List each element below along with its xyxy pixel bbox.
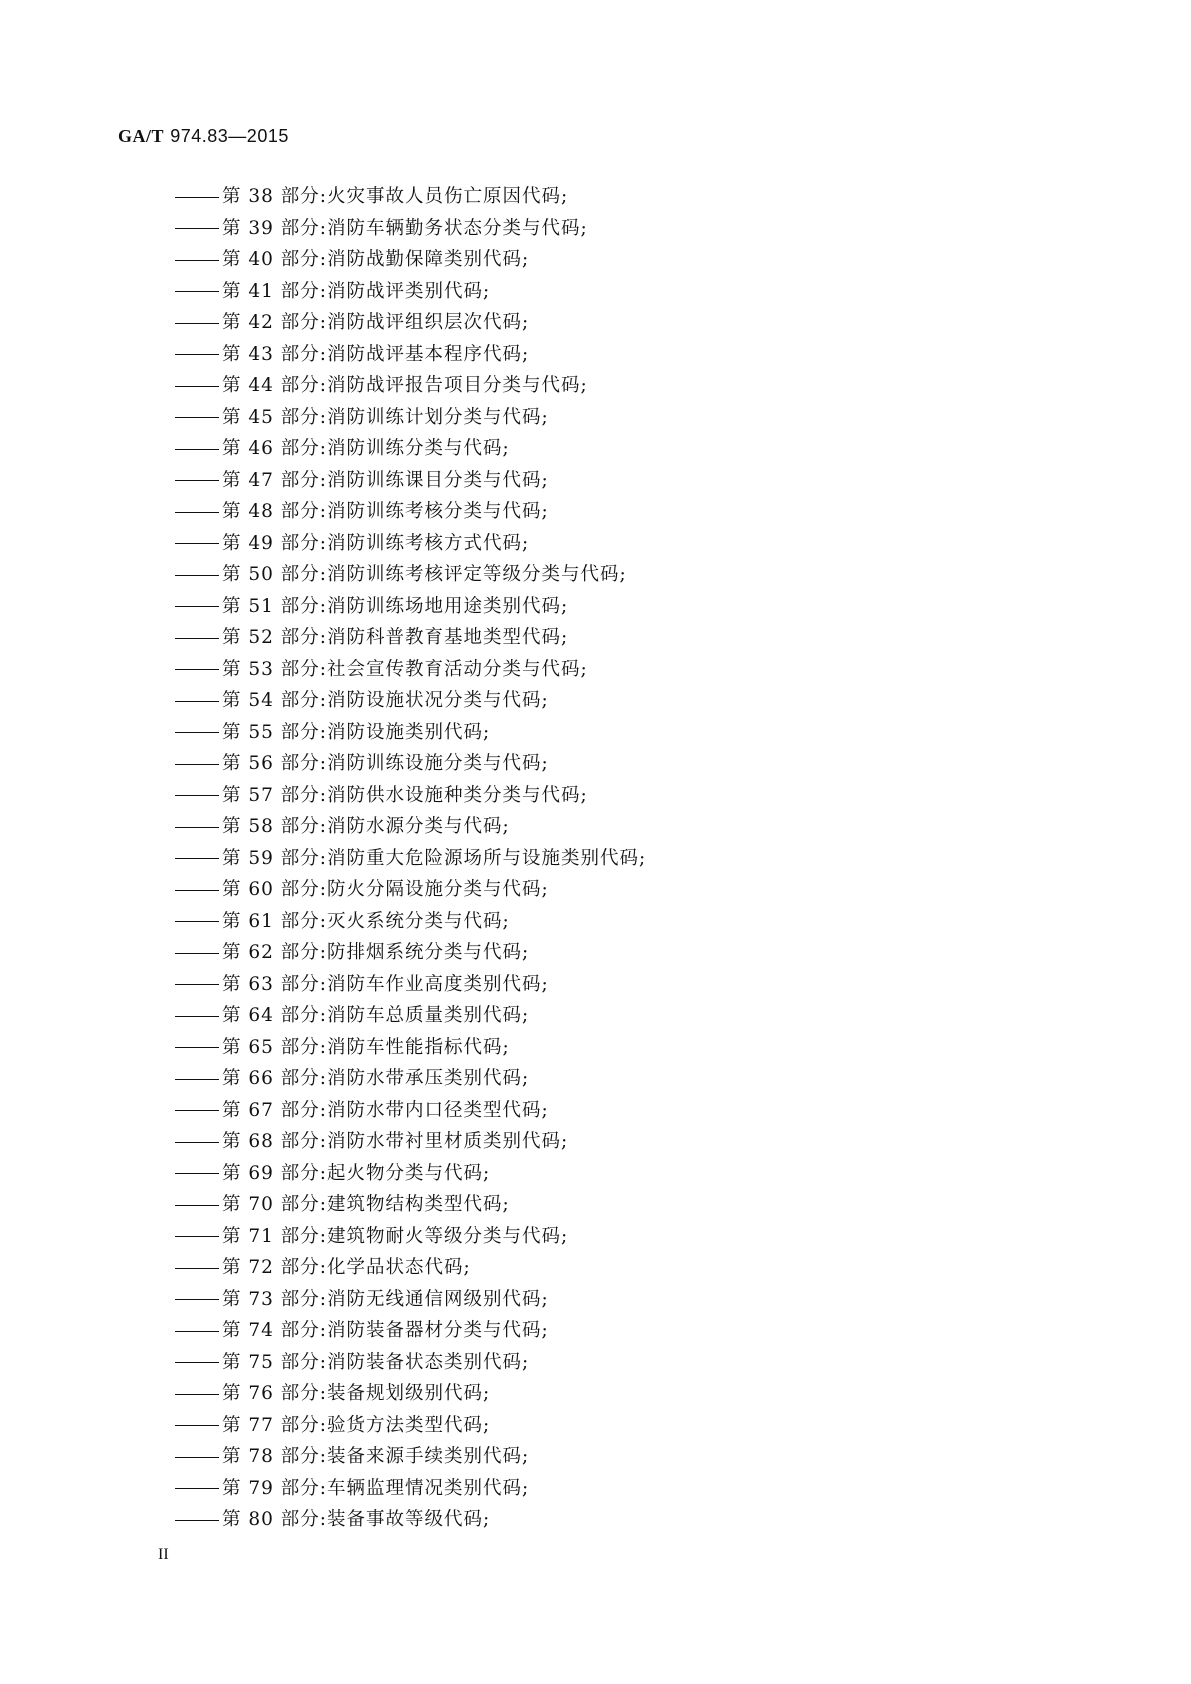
em-dash-marker — [175, 795, 219, 796]
list-item — [175, 339, 646, 371]
part-title: 火灾事故人员伤亡原因代码; — [327, 186, 569, 207]
list-item — [175, 843, 646, 875]
part-number: 第 56 部分: — [222, 753, 328, 774]
em-dash-marker — [175, 1457, 219, 1458]
part-title: 化学品状态代码; — [327, 1257, 471, 1278]
em-dash-marker — [175, 1016, 219, 1017]
list-item — [175, 402, 646, 434]
part-number: 第 51 部分: — [222, 595, 328, 617]
list-item — [175, 780, 646, 812]
part-title: 消防训练计划分类与代码; — [327, 406, 549, 428]
part-number: 第 63 部分: — [222, 973, 328, 995]
part-title: 起火物分类与代码; — [327, 1162, 491, 1184]
em-dash-marker — [175, 1173, 219, 1174]
em-dash-marker — [175, 1236, 219, 1237]
part-title: 消防战评组织层次代码; — [327, 312, 530, 333]
list-item — [175, 1504, 646, 1536]
em-dash-marker — [175, 984, 219, 985]
em-dash-marker — [175, 953, 219, 954]
list-item — [175, 1410, 646, 1442]
list-item — [175, 1441, 646, 1473]
part-number: 第 77 部分: — [222, 1414, 328, 1436]
em-dash-marker — [175, 701, 219, 702]
part-number: 第 41 部分: — [222, 280, 328, 302]
part-number: 第 72 部分: — [222, 1257, 328, 1278]
part-title: 验货方法类型代码; — [327, 1414, 491, 1436]
list-item — [175, 465, 646, 497]
part-number: 第 75 部分: — [222, 1351, 328, 1373]
list-item — [175, 244, 646, 276]
part-title: 消防水带承压类别代码; — [327, 1068, 530, 1089]
em-dash-marker — [175, 921, 219, 922]
part-number: 第 55 部分: — [222, 721, 328, 743]
part-number: 第 44 部分: — [222, 375, 328, 396]
list-item — [175, 1189, 646, 1221]
list-item — [175, 1000, 646, 1032]
part-number: 第 76 部分: — [222, 1383, 328, 1404]
part-title: 装备来源手续类别代码; — [327, 1446, 530, 1467]
em-dash-marker — [175, 1425, 219, 1426]
part-number: 第 48 部分: — [222, 501, 328, 522]
em-dash-marker — [175, 1110, 219, 1111]
part-number: 第 57 部分: — [222, 784, 328, 806]
part-number: 第 47 部分: — [222, 469, 328, 491]
list-item — [175, 654, 646, 686]
list-item — [175, 717, 646, 749]
standard-code: GA/T — [118, 126, 165, 146]
part-number: 第 61 部分: — [222, 910, 328, 932]
em-dash-marker — [175, 1331, 219, 1332]
part-title: 消防训练考核分类与代码; — [327, 501, 549, 522]
part-number: 第 68 部分: — [222, 1131, 328, 1152]
part-title: 灭火系统分类与代码; — [327, 910, 510, 932]
list-item — [175, 622, 646, 654]
part-number: 第 73 部分: — [222, 1288, 328, 1310]
list-item — [175, 370, 646, 402]
part-number: 第 52 部分: — [222, 627, 328, 648]
part-number: 第 38 部分: — [222, 186, 328, 207]
part-title: 消防车辆勤务状态分类与代码; — [327, 217, 588, 239]
list-item — [175, 1032, 646, 1064]
part-number: 第 58 部分: — [222, 816, 328, 837]
part-title: 消防装备器材分类与代码; — [327, 1320, 549, 1341]
list-item — [175, 748, 646, 780]
part-number: 第 49 部分: — [222, 532, 328, 554]
list-item — [175, 1063, 646, 1095]
em-dash-marker — [175, 197, 219, 198]
part-number: 第 59 部分: — [222, 847, 328, 869]
part-number: 第 43 部分: — [222, 343, 328, 365]
em-dash-marker — [175, 858, 219, 859]
part-number: 第 46 部分: — [222, 438, 328, 459]
part-title: 消防供水设施种类分类与代码; — [327, 784, 588, 806]
part-title: 装备规划级别代码; — [327, 1383, 491, 1404]
page-number: II — [158, 1546, 169, 1563]
list-item — [175, 433, 646, 465]
list-item — [175, 528, 646, 560]
em-dash-marker — [175, 386, 219, 387]
list-item — [175, 811, 646, 843]
em-dash-marker — [175, 575, 219, 576]
list-item — [175, 1284, 646, 1316]
em-dash-marker — [175, 764, 219, 765]
em-dash-marker — [175, 606, 219, 607]
em-dash-marker — [175, 1079, 219, 1080]
em-dash-marker — [175, 228, 219, 229]
list-item — [175, 591, 646, 623]
part-number: 第 42 部分: — [222, 312, 328, 333]
part-number: 第 40 部分: — [222, 249, 328, 270]
part-title: 消防设施状况分类与代码; — [327, 690, 549, 711]
list-item — [175, 1252, 646, 1284]
part-title: 消防训练课目分类与代码; — [327, 469, 549, 491]
em-dash-marker — [175, 1488, 219, 1489]
part-number: 第 64 部分: — [222, 1005, 328, 1026]
part-title: 消防科普教育基地类型代码; — [327, 627, 569, 648]
em-dash-marker — [175, 323, 219, 324]
part-number: 第 53 部分: — [222, 658, 328, 680]
document-header — [118, 126, 289, 147]
em-dash-marker — [175, 1205, 219, 1206]
parts-list — [175, 181, 646, 1536]
em-dash-marker — [175, 260, 219, 261]
list-item — [175, 906, 646, 938]
part-title: 消防水带内口径类型代码; — [327, 1099, 549, 1121]
list-item — [175, 496, 646, 528]
part-number: 第 78 部分: — [222, 1446, 328, 1467]
part-number: 第 79 部分: — [222, 1477, 328, 1499]
em-dash-marker — [175, 669, 219, 670]
list-item — [175, 1315, 646, 1347]
part-number: 第 45 部分: — [222, 406, 328, 428]
part-number: 第 39 部分: — [222, 217, 328, 239]
part-title: 消防训练场地用途类别代码; — [327, 595, 569, 617]
em-dash-marker — [175, 512, 219, 513]
list-item — [175, 1473, 646, 1505]
list-item — [175, 1221, 646, 1253]
part-title: 消防车作业高度类别代码; — [327, 973, 549, 995]
part-title: 消防车总质量类别代码; — [327, 1005, 530, 1026]
part-number: 第 67 部分: — [222, 1099, 328, 1121]
part-title: 消防战评类别代码; — [327, 280, 491, 302]
part-title: 消防战勤保障类别代码; — [327, 249, 530, 270]
em-dash-marker — [175, 890, 219, 891]
part-number: 第 60 部分: — [222, 879, 328, 900]
part-title: 建筑物耐火等级分类与代码; — [327, 1225, 569, 1247]
part-title: 消防车性能指标代码; — [327, 1036, 510, 1058]
part-title: 防火分隔设施分类与代码; — [327, 879, 549, 900]
em-dash-marker — [175, 480, 219, 481]
part-number: 第 50 部分: — [222, 564, 328, 585]
part-number: 第 65 部分: — [222, 1036, 328, 1058]
part-title: 消防战评基本程序代码; — [327, 343, 530, 365]
part-title: 车辆监理情况类别代码; — [327, 1477, 530, 1499]
em-dash-marker — [175, 354, 219, 355]
part-title: 消防训练分类与代码; — [327, 438, 510, 459]
part-number: 第 70 部分: — [222, 1194, 328, 1215]
part-title: 建筑物结构类型代码; — [327, 1194, 510, 1215]
em-dash-marker — [175, 1362, 219, 1363]
part-title: 消防无线通信网级别代码; — [327, 1288, 549, 1310]
part-title: 消防水带衬里材质类别代码; — [327, 1131, 569, 1152]
em-dash-marker — [175, 1268, 219, 1269]
em-dash-marker — [175, 1047, 219, 1048]
list-item — [175, 685, 646, 717]
em-dash-marker — [175, 1394, 219, 1395]
list-item — [175, 1347, 646, 1379]
list-item — [175, 559, 646, 591]
part-title: 消防战评报告项目分类与代码; — [327, 375, 588, 396]
part-number: 第 54 部分: — [222, 690, 328, 711]
list-item — [175, 1378, 646, 1410]
em-dash-marker — [175, 638, 219, 639]
part-number: 第 71 部分: — [222, 1225, 328, 1247]
part-number: 第 69 部分: — [222, 1162, 328, 1184]
part-title: 社会宣传教育活动分类与代码; — [327, 658, 588, 680]
em-dash-marker — [175, 1520, 219, 1521]
part-number: 第 80 部分: — [222, 1509, 328, 1530]
part-title: 消防训练设施分类与代码; — [327, 753, 549, 774]
part-number: 第 66 部分: — [222, 1068, 328, 1089]
part-title: 消防重大危险源场所与设施类别代码; — [327, 847, 647, 869]
list-item — [175, 276, 646, 308]
list-item — [175, 1158, 646, 1190]
part-title: 消防设施类别代码; — [327, 721, 491, 743]
em-dash-marker — [175, 449, 219, 450]
list-item — [175, 874, 646, 906]
em-dash-marker — [175, 732, 219, 733]
list-item — [175, 181, 646, 213]
em-dash-marker — [175, 1299, 219, 1300]
em-dash-marker — [175, 1142, 219, 1143]
em-dash-marker — [175, 827, 219, 828]
list-item — [175, 937, 646, 969]
list-item — [175, 213, 646, 245]
part-number: 第 74 部分: — [222, 1320, 328, 1341]
part-title: 消防装备状态类别代码; — [327, 1351, 530, 1373]
list-item — [175, 1095, 646, 1127]
part-title: 消防水源分类与代码; — [327, 816, 510, 837]
list-item — [175, 969, 646, 1001]
part-title: 防排烟系统分类与代码; — [327, 942, 530, 963]
part-title: 装备事故等级代码; — [327, 1509, 491, 1530]
list-item — [175, 307, 646, 339]
list-item — [175, 1126, 646, 1158]
em-dash-marker — [175, 417, 219, 418]
part-title: 消防训练考核方式代码; — [327, 532, 530, 554]
standard-number: 974.83—2015 — [170, 126, 289, 146]
part-number: 第 62 部分: — [222, 942, 328, 963]
em-dash-marker — [175, 543, 219, 544]
em-dash-marker — [175, 291, 219, 292]
part-title: 消防训练考核评定等级分类与代码; — [327, 564, 627, 585]
